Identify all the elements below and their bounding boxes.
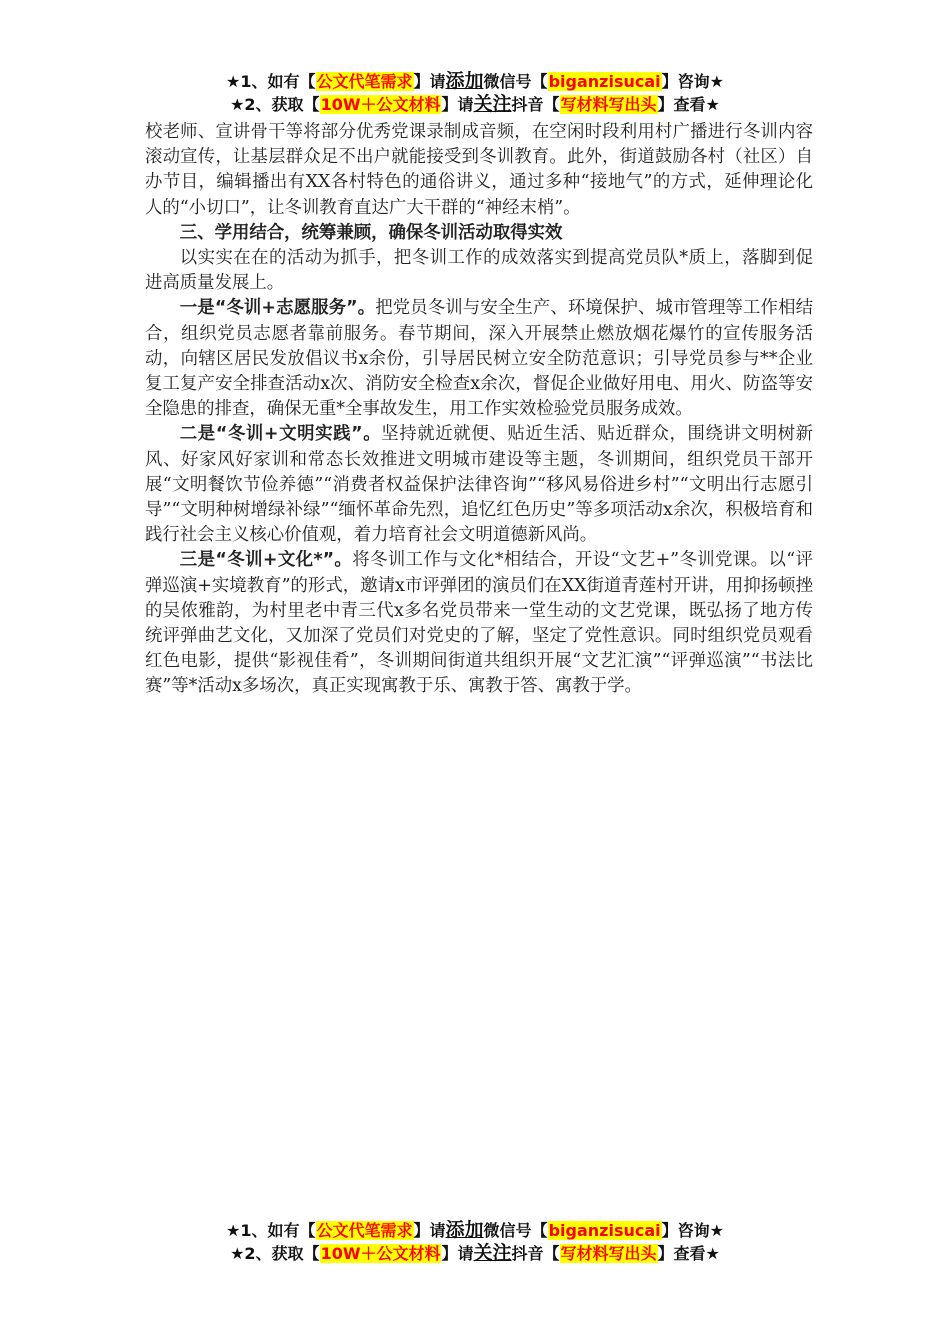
banner-text: 抖音【 bbox=[511, 1244, 560, 1263]
banner-text: 】查看★ bbox=[657, 1244, 720, 1263]
banner-highlight: 公文代笔需求 bbox=[316, 72, 413, 91]
banner-text: ★1、如有【 bbox=[226, 72, 316, 91]
banner-text: 】查看★ bbox=[657, 95, 720, 114]
banner-highlight: 10W＋公文材料 bbox=[320, 1244, 441, 1263]
banner-highlight: 写材料写出头 bbox=[560, 1244, 657, 1263]
banner-highlight: biganzisucai bbox=[548, 1221, 661, 1240]
banner-text: 】请 bbox=[441, 1244, 474, 1263]
banner-emphasis: 添加 bbox=[445, 70, 484, 92]
banner-text: ★1、如有【 bbox=[226, 1221, 316, 1240]
item-text: 坚持就近就便、贴近生活、贴近群众，围绕讲文明树新风、好家风好家训和常态长效推进文明城市建设等主题，冬训期间，组织党员干部开展“文明餐饮节俭养德”“消费者权益保护法律咨询”“移风易俗进乡村”“文明出行志愿引导”“文明种树增绿补绿”“缅怀革命先烈，追忆红色历史”等多项活动x余次，积极培育和践行社会主义核心价值观，着力培育社会文明道德新风尚。 bbox=[145, 424, 813, 546]
banner-text: 】咨询★ bbox=[661, 72, 724, 91]
banner-line-1 bbox=[0, 70, 950, 93]
item-text: 将冬训工作与文化*相结合，开设“文艺+”冬训党课。以“评弹巡演+实境教育”的形式，邀请x市评弹团的演员们在XX街道青莲村开讲，用抑扬顿挫的吴侬雅韵，为村里老中青三代x多名党员带来一堂生动的文艺党课，既弘扬了地方传统评弹曲艺文化，又加深了党员们对党史的了解，坚定了党性意识。同时组织党员观看红色电影，提供“影视佳肴”，冬训期间街道共组织开展“文艺汇演”“评弹巡演”“书法比赛”等*活动x多场次，真正实现寓教于乐、寓教于答、寓教于学。 bbox=[145, 550, 813, 697]
banner-text: 微信号【 bbox=[483, 1221, 548, 1240]
paragraph-item-2 bbox=[145, 422, 813, 548]
banner-text: 】咨询★ bbox=[661, 1221, 724, 1240]
banner-line-1 bbox=[0, 1219, 950, 1242]
banner-text: ★2、获取【 bbox=[230, 95, 320, 114]
banner-text: 】请 bbox=[441, 95, 474, 114]
banner-emphasis: 添加 bbox=[445, 1219, 484, 1241]
paragraph: 以实实在在的活动为抓手，把冬训工作的成效落实到提高党员队*质上，落脚到促进高质量发展上。 bbox=[145, 248, 813, 294]
banner-text: 】请 bbox=[413, 72, 446, 91]
item-lead: 二是“冬训+文明实践”。 bbox=[179, 424, 382, 445]
banner-text: 微信号【 bbox=[483, 72, 548, 91]
item-lead: 一是“冬训+志愿服务”。 bbox=[179, 298, 376, 319]
banner-highlight: 写材料写出头 bbox=[560, 95, 657, 114]
banner-text: ★2、获取【 bbox=[230, 1244, 320, 1263]
paragraph: 校老师、宣讲骨干等将部分优秀党课录制成音频，在空闲时段利用村广播进行冬训内容滚动宣传，让基层群众足不出户就能接受到冬训教育。此外，街道鼓励各村（社区）自办节目，编辑播出有XX各村特色的通俗讲义，通过多种“接地气”的方式，延伸理论化人的“小切口”，让冬训教育直达广大干群的“神经末梢”。 bbox=[145, 122, 813, 218]
banner-highlight: 公文代笔需求 bbox=[316, 1221, 413, 1240]
banner-emphasis: 关注 bbox=[473, 93, 512, 115]
banner-highlight: 10W＋公文材料 bbox=[320, 95, 441, 114]
banner-highlight: biganzisucai bbox=[548, 72, 661, 91]
section-heading: 三、学用结合，统筹兼顾，确保冬训活动取得实效 bbox=[179, 222, 563, 243]
banner-line-2 bbox=[0, 93, 950, 116]
document-body bbox=[145, 120, 813, 700]
banner-text: 】请 bbox=[413, 1221, 446, 1240]
banner-emphasis: 关注 bbox=[473, 1242, 512, 1264]
item-lead: 三是“冬训+文化*”。 bbox=[179, 550, 353, 571]
footer-banner bbox=[0, 1219, 950, 1265]
header-banner bbox=[0, 70, 950, 116]
paragraph-item-3 bbox=[145, 548, 813, 699]
item-text: 把党员冬训与安全生产、环境保护、城市管理等工作相结合，组织党员志愿者靠前服务。春节期间，深入开展禁止燃放烟花爆竹的宣传服务活动，向辖区居民发放倡议书x余份，引导居民树立安全防范意识；引导党员参与**企业复工复产安全排查活动x次、消防安全检查x余次，督促企业做好用电、用火、防盗等安全隐患的排查，确保无重*全事故发生，用工作实效检验党员服务成效。 bbox=[145, 298, 813, 420]
banner-line-2 bbox=[0, 1242, 950, 1265]
paragraph-item-1 bbox=[145, 296, 813, 422]
banner-text: 抖音【 bbox=[511, 95, 560, 114]
